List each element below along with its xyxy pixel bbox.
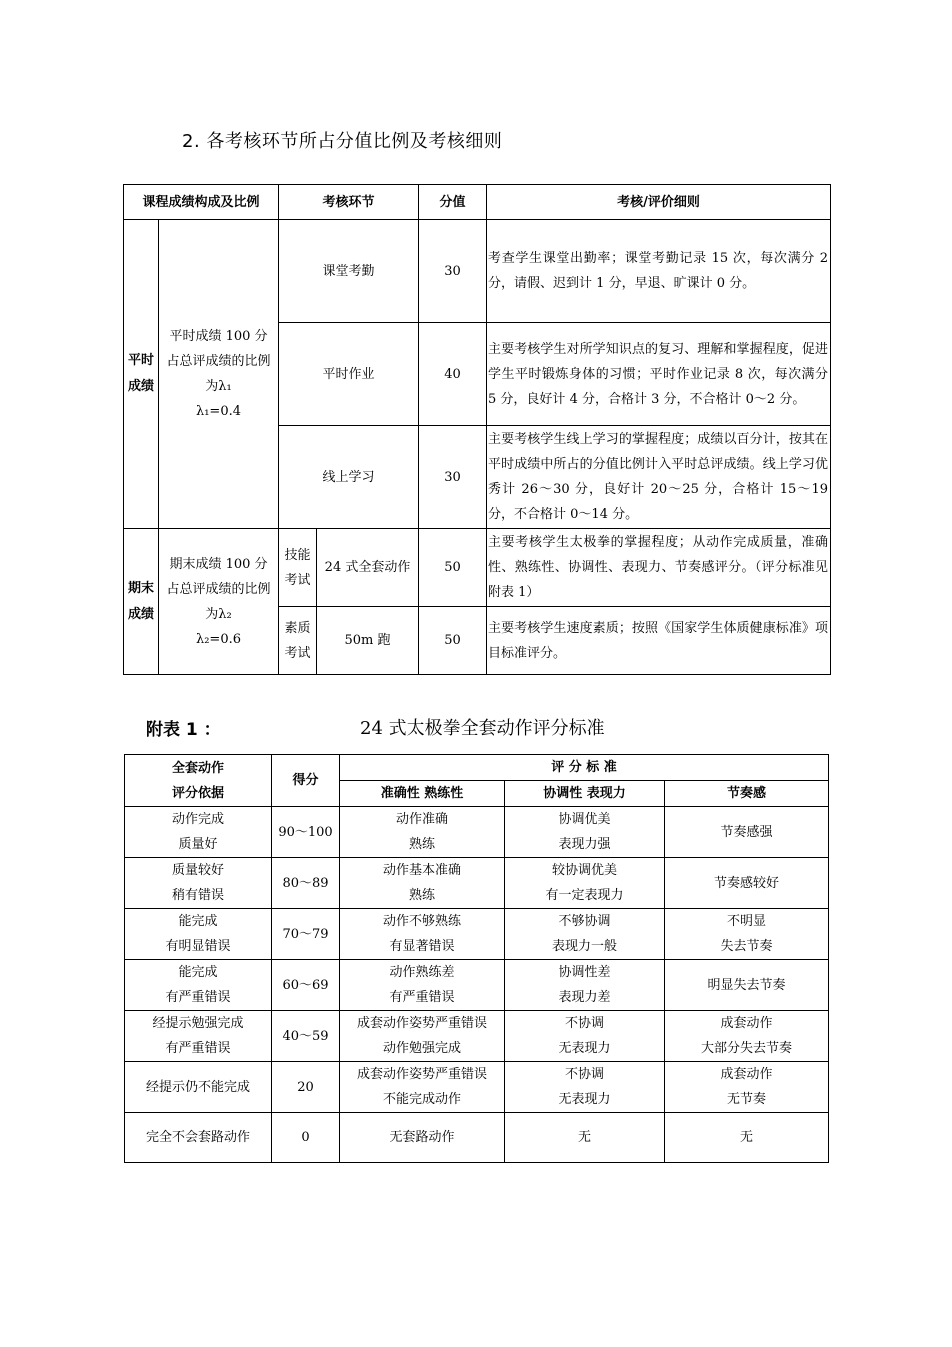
coordination-cell-line: 无 xyxy=(577,1130,591,1145)
basis-cell-line: 动作完成 xyxy=(171,812,224,827)
coordination-cell-line: 表现力差 xyxy=(558,990,611,1005)
rhythm-cell-line: 失去节奏 xyxy=(720,939,773,954)
basis-cell-line: 质量较好 xyxy=(171,863,224,878)
coordination-cell xyxy=(505,858,665,909)
basis-cell-line: 有严重错误 xyxy=(165,1041,231,1056)
accuracy-cell-line: 成套动作姿势严重错误 xyxy=(356,1067,487,1082)
appendix-label: 附表 1 ： xyxy=(146,720,221,740)
header-basis-line: 评分依据 xyxy=(171,785,224,801)
coordination-cell-line: 无表现力 xyxy=(558,1041,611,1056)
table-row xyxy=(125,807,829,858)
coordination-cell xyxy=(505,807,665,858)
category-final-line: 成绩 xyxy=(127,606,154,622)
basis-cell-line: 有明显错误 xyxy=(165,939,231,954)
rhythm-cell xyxy=(665,1062,829,1113)
rhythm-cell-line: 无 xyxy=(740,1130,754,1145)
basis-cell-line: 完全不会套路动作 xyxy=(145,1130,250,1145)
stage-score: 40 xyxy=(419,323,487,426)
coordination-cell-line: 协调优美 xyxy=(558,812,611,827)
accuracy-cell xyxy=(340,1062,505,1113)
coordination-cell xyxy=(505,909,665,960)
basis-cell-line: 经提示勉强完成 xyxy=(152,1016,244,1031)
stage-item: 50m 跑 xyxy=(317,607,419,675)
ratio-regular xyxy=(159,220,279,529)
accuracy-cell-line: 动作熟练差 xyxy=(389,965,455,980)
rhythm-cell xyxy=(665,1113,829,1163)
stage-item: 线上学习 xyxy=(279,426,419,529)
coordination-cell xyxy=(505,960,665,1011)
basis-cell xyxy=(125,1113,272,1163)
header-basis xyxy=(125,755,272,807)
points-cell: 0 xyxy=(272,1113,340,1163)
basis-cell xyxy=(125,858,272,909)
stage-item: 24 式全套动作 xyxy=(317,529,419,607)
subheader-accuracy: 准确性 熟练性 xyxy=(340,781,505,807)
category-regular-line: 平时 xyxy=(127,353,154,368)
ratio-line: 期末成绩 100 分 xyxy=(169,556,268,572)
table-row xyxy=(125,1113,829,1163)
scoring-header-row xyxy=(125,755,829,781)
accuracy-cell-line: 熟练 xyxy=(408,888,435,903)
stage-score: 50 xyxy=(419,607,487,675)
header-detail: 考核/评价细则 xyxy=(487,185,831,220)
scoring-body xyxy=(125,807,829,1163)
table-row xyxy=(125,909,829,960)
accuracy-cell-line: 动作勉强完成 xyxy=(382,1041,461,1056)
stage-item: 课堂考勤 xyxy=(279,220,419,323)
header-stage: 考核环节 xyxy=(279,185,419,220)
basis-cell xyxy=(125,909,272,960)
basis-cell-line: 质量好 xyxy=(178,837,218,852)
coordination-cell-line: 无表现力 xyxy=(558,1092,611,1107)
accuracy-cell-line: 动作准确 xyxy=(395,812,448,827)
accuracy-cell-line: 动作不够熟练 xyxy=(382,914,461,929)
exam-type xyxy=(279,607,317,675)
coordination-cell xyxy=(505,1011,665,1062)
points-cell: 40～59 xyxy=(272,1011,340,1062)
header-basis-line: 全套动作 xyxy=(171,760,224,776)
table-row xyxy=(125,1062,829,1113)
accuracy-cell xyxy=(340,1011,505,1062)
assessment-header-row xyxy=(124,185,831,220)
rhythm-cell-line: 无节奏 xyxy=(727,1092,767,1107)
ratio-line: λ₁=0.4 xyxy=(195,404,242,419)
coordination-cell-line: 有一定表现力 xyxy=(545,888,624,903)
header-score: 分值 xyxy=(419,185,487,220)
accuracy-cell-line: 动作基本准确 xyxy=(382,863,461,878)
table-row xyxy=(125,858,829,909)
coordination-cell-line: 不协调 xyxy=(564,1016,604,1031)
appendix-title: 24 式太极拳全套动作评分标准 xyxy=(360,718,605,739)
points-cell: 60～69 xyxy=(272,960,340,1011)
header-points: 得分 xyxy=(272,755,340,807)
coordination-cell-line: 协调性差 xyxy=(558,965,611,980)
stage-detail: 主要考核学生太极拳的掌握程度；从动作完成质量，准确性、熟练性、协调性、表现力、节奏感评分。（评分标准见附表 1） xyxy=(487,529,831,607)
points-cell: 80～89 xyxy=(272,858,340,909)
rhythm-cell-line: 大部分失去节奏 xyxy=(701,1041,793,1056)
assessment-table xyxy=(123,184,831,675)
category-regular xyxy=(124,220,159,529)
ratio-line: 占总评成绩的比例 xyxy=(166,581,271,597)
rhythm-cell-line: 成套动作 xyxy=(720,1067,773,1082)
rhythm-cell-line: 不明显 xyxy=(727,914,767,929)
basis-cell xyxy=(125,1062,272,1113)
rhythm-cell-line: 成套动作 xyxy=(720,1016,773,1031)
scoring-standard-table xyxy=(124,754,829,1163)
accuracy-cell-line: 有严重错误 xyxy=(389,990,455,1005)
rhythm-cell-line: 节奏感较好 xyxy=(714,875,780,891)
stage-score: 50 xyxy=(419,529,487,607)
header-standard: 评 分 标 准 xyxy=(340,755,829,781)
stage-detail: 考查学生课堂出勤率；课堂考勤记录 15 次，每次满分 2 分，请假、迟到计 1 分，早退、旷课计 0 分。 xyxy=(487,220,831,323)
rhythm-cell xyxy=(665,909,829,960)
exam-type xyxy=(279,529,317,607)
stage-detail: 主要考核学生线上学习的掌握程度；成绩以百分计，按其在平时成绩中所占的分值比例计入平时总评成绩。线上学习优秀计 26～30 分，良好计 20～25 分，合格计 15～19 分，不合格计 0～14 分。 xyxy=(487,426,831,529)
points-cell: 70～79 xyxy=(272,909,340,960)
basis-cell-line: 经提示仍不能完成 xyxy=(145,1079,250,1095)
header-composition: 课程成绩构成及比例 xyxy=(124,185,279,220)
points-cell: 90～100 xyxy=(272,807,340,858)
rhythm-cell xyxy=(665,960,829,1011)
basis-cell xyxy=(125,807,272,858)
ratio-final xyxy=(159,529,279,675)
stage-detail: 主要考核学生对所学知识点的复习、理解和掌握程度，促进学生平时锻炼身体的习惯；平时作业记录 8 次，每次满分 5 分，良好计 4 分，合格计 3 分，不合格计 0～2 分。 xyxy=(487,323,831,426)
category-final-line: 期末 xyxy=(127,580,154,596)
ratio-line: 为λ₂ xyxy=(205,606,232,622)
rhythm-cell xyxy=(665,807,829,858)
rhythm-cell xyxy=(665,1011,829,1062)
subheader-rhythm: 节奏感 xyxy=(665,781,829,807)
coordination-cell-line: 不够协调 xyxy=(558,914,611,929)
subheader-coordination: 协调性 表现力 xyxy=(505,781,665,807)
accuracy-cell xyxy=(340,807,505,858)
table-row xyxy=(124,220,831,323)
accuracy-cell-line: 熟练 xyxy=(408,837,435,852)
basis-cell-line: 稍有错误 xyxy=(171,888,224,903)
basis-cell xyxy=(125,1011,272,1062)
basis-cell xyxy=(125,960,272,1011)
rhythm-cell xyxy=(665,858,829,909)
category-final xyxy=(124,529,159,675)
ratio-line: λ₂=0.6 xyxy=(195,631,242,647)
basis-cell-line: 有严重错误 xyxy=(165,990,231,1005)
exam-type-text: 技能考试 xyxy=(284,547,311,588)
table-row xyxy=(125,960,829,1011)
coordination-cell-line: 较协调优美 xyxy=(551,863,617,878)
coordination-cell xyxy=(505,1113,665,1163)
stage-score: 30 xyxy=(419,426,487,529)
exam-type-text: 素质考试 xyxy=(284,620,311,661)
accuracy-cell-line: 有显著错误 xyxy=(389,939,455,954)
basis-cell-line: 能完成 xyxy=(178,965,218,980)
ratio-line: 为λ₁ xyxy=(205,379,232,394)
stage-item: 平时作业 xyxy=(279,323,419,426)
stage-score: 30 xyxy=(419,220,487,323)
coordination-cell-line: 表现力强 xyxy=(558,837,611,852)
coordination-cell-line: 不协调 xyxy=(564,1067,604,1082)
stage-detail: 主要考核学生速度素质；按照《国家学生体质健康标准》项目标准评分。 xyxy=(487,607,831,675)
accuracy-cell xyxy=(340,960,505,1011)
rhythm-cell-line: 节奏感强 xyxy=(720,824,773,840)
section-title: 2. 各考核环节所占分值比例及考核细则 xyxy=(182,131,503,152)
ratio-line: 平时成绩 100 分 xyxy=(169,329,268,344)
table-row xyxy=(124,529,831,607)
rhythm-cell-line: 明显失去节奏 xyxy=(707,977,786,993)
category-regular-line: 成绩 xyxy=(127,379,154,394)
basis-cell-line: 能完成 xyxy=(178,914,218,929)
accuracy-cell-line: 无套路动作 xyxy=(389,1130,455,1145)
coordination-cell xyxy=(505,1062,665,1113)
table-row xyxy=(125,1011,829,1062)
accuracy-cell-line: 不能完成动作 xyxy=(382,1092,461,1107)
coordination-cell-line: 表现力一般 xyxy=(551,939,617,954)
accuracy-cell-line: 成套动作姿势严重错误 xyxy=(356,1016,487,1031)
accuracy-cell xyxy=(340,858,505,909)
ratio-line: 占总评成绩的比例 xyxy=(166,354,271,369)
points-cell: 20 xyxy=(272,1062,340,1113)
accuracy-cell xyxy=(340,909,505,960)
accuracy-cell xyxy=(340,1113,505,1163)
